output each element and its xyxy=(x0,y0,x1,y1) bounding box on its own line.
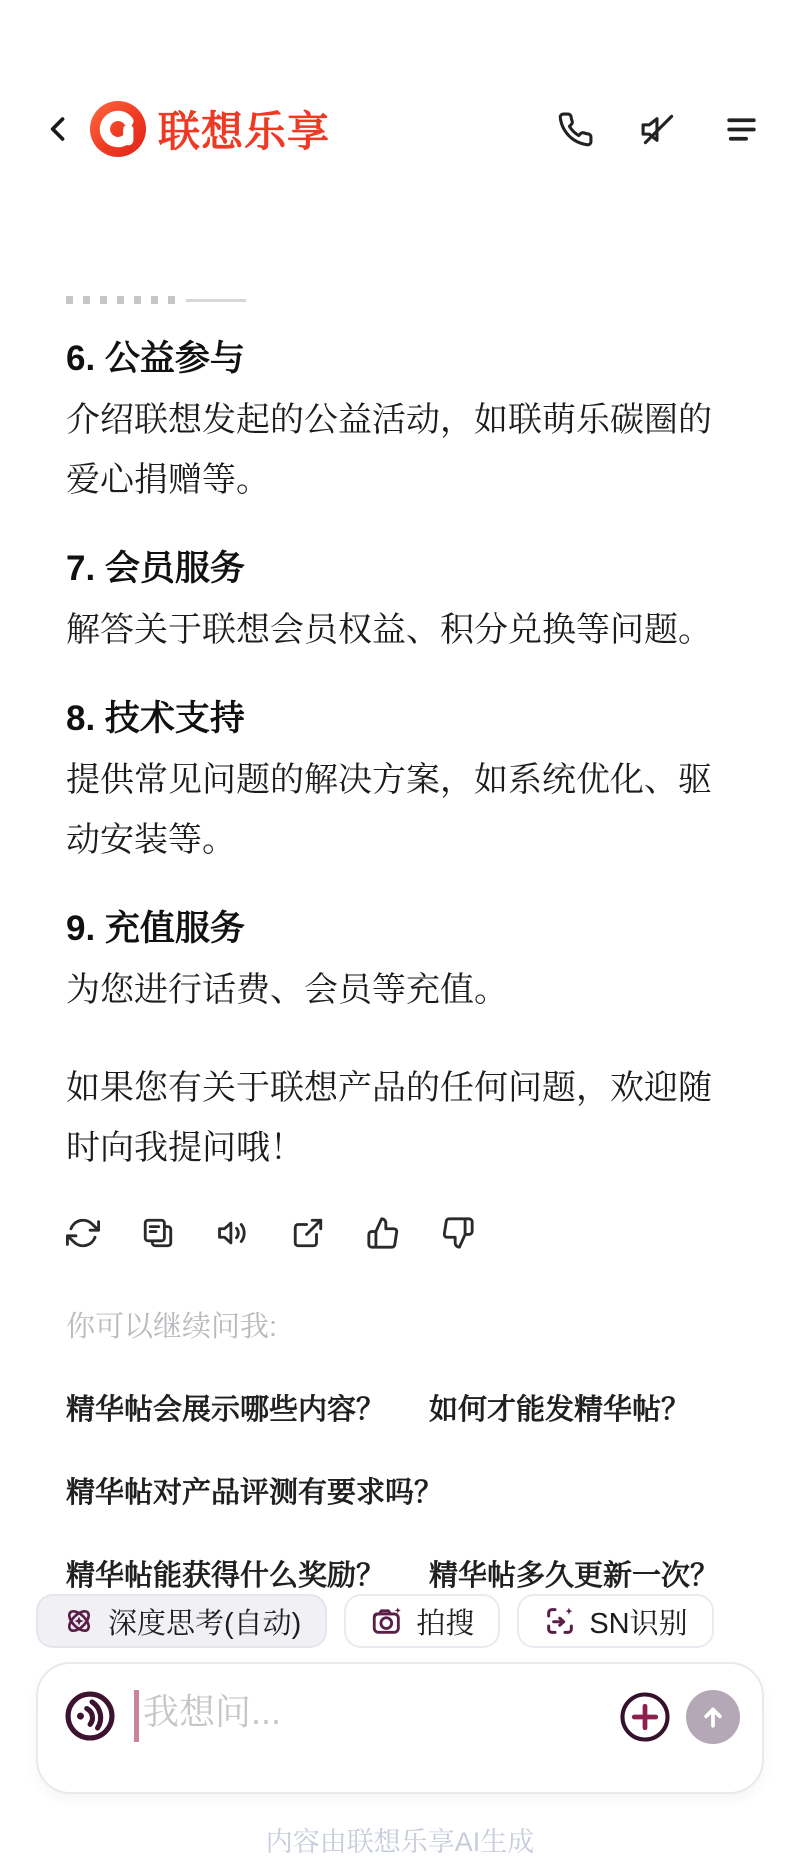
speaker-icon xyxy=(216,1216,250,1250)
suggestions-label: 你可以继续问我: xyxy=(66,1311,278,1343)
deep-think-atom-icon xyxy=(62,1604,96,1638)
thumbs-up-button[interactable] xyxy=(366,1216,400,1250)
back-chevron-icon xyxy=(42,112,76,146)
section-heading: 6. 公益参与 xyxy=(66,339,245,378)
photo-search-label: 拍搜 xyxy=(416,1607,475,1640)
page-title: 联想乐享 xyxy=(158,108,331,155)
section-body: 为您进行话费、会员等充值。 xyxy=(66,971,508,1009)
closing-paragraph: 如果您有关于联想产品的任何问题，欢迎随时向我提问哦！ xyxy=(66,1069,712,1167)
sn-recognition-button[interactable] xyxy=(517,1594,713,1648)
photo-search-button[interactable] xyxy=(344,1594,500,1648)
thumbs-up-icon xyxy=(366,1216,400,1250)
section-heading: 9. 充值服务 xyxy=(66,909,245,948)
message-actions xyxy=(66,1216,736,1250)
suggestion-row xyxy=(66,1387,736,1428)
sn-scan-icon xyxy=(543,1604,577,1638)
section-heading: 8. 技术支持 xyxy=(66,699,245,738)
copy-button[interactable] xyxy=(141,1216,175,1250)
quick-tools-bar xyxy=(36,1594,764,1648)
mute-toggle-button[interactable] xyxy=(640,111,677,148)
thumbs-down-icon xyxy=(441,1216,475,1250)
send-up-arrow-icon xyxy=(698,1702,728,1732)
section-body: 介绍联想发起的公益活动，如联萌乐碳圈的爱心捐赠等。 xyxy=(66,401,712,499)
voice-input-button[interactable] xyxy=(62,1688,118,1744)
text-caret xyxy=(134,1690,139,1742)
sn-recognition-label: SN识别 xyxy=(589,1607,688,1640)
assistant-message xyxy=(66,300,736,1594)
share-external-icon xyxy=(291,1216,325,1250)
suggestion-row xyxy=(66,1553,736,1594)
header-bar xyxy=(42,96,760,162)
suggestion-chip[interactable]: 如何才能发精华帖？ xyxy=(429,1394,691,1426)
copy-icon xyxy=(141,1216,175,1250)
suggestion-chip[interactable]: 精华帖多久更新一次？ xyxy=(429,1560,720,1592)
suggestion-chip[interactable]: 精华帖能获得什么奖励？ xyxy=(66,1560,386,1592)
camera-icon xyxy=(370,1604,404,1638)
ai-disclaimer: 内容由联想乐享AI生成 xyxy=(265,1827,535,1857)
send-button[interactable] xyxy=(686,1690,740,1744)
hamburger-menu-icon xyxy=(723,111,760,148)
back-button[interactable] xyxy=(42,112,76,146)
plus-icon xyxy=(618,1690,672,1744)
thumbs-down-button[interactable] xyxy=(441,1216,475,1250)
section-body: 提供常见问题的解决方案，如系统优化、驱动安装等。 xyxy=(66,761,712,859)
deep-think-button[interactable] xyxy=(36,1594,327,1648)
voice-icon xyxy=(62,1688,118,1744)
header-actions xyxy=(557,111,760,148)
question-input[interactable] xyxy=(141,1690,618,1734)
suggestion-row xyxy=(66,1470,736,1511)
share-button[interactable] xyxy=(291,1216,325,1250)
read-aloud-button[interactable] xyxy=(216,1216,250,1250)
menu-button[interactable] xyxy=(723,111,760,148)
suggestion-chip[interactable]: 精华帖对产品评测有要求吗？ xyxy=(66,1477,444,1509)
speaker-muted-icon xyxy=(640,111,677,148)
attach-plus-button[interactable] xyxy=(618,1690,672,1744)
phone-icon xyxy=(557,111,594,148)
regenerate-icon xyxy=(66,1216,100,1250)
message-input-bar[interactable] xyxy=(36,1662,764,1794)
suggestion-chip[interactable]: 精华帖会展示哪些内容？ xyxy=(66,1394,386,1426)
logo-glyph-icon xyxy=(90,101,146,157)
lenovo-lexiang-logo xyxy=(90,101,146,157)
deep-think-label: 深度思考(自动) xyxy=(108,1607,302,1640)
regenerate-button[interactable] xyxy=(66,1216,100,1250)
section-body: 解答关于联想会员权益、积分兑换等问题。 xyxy=(66,611,712,649)
phone-call-button[interactable] xyxy=(557,111,594,148)
section-heading: 7. 会员服务 xyxy=(66,549,245,588)
